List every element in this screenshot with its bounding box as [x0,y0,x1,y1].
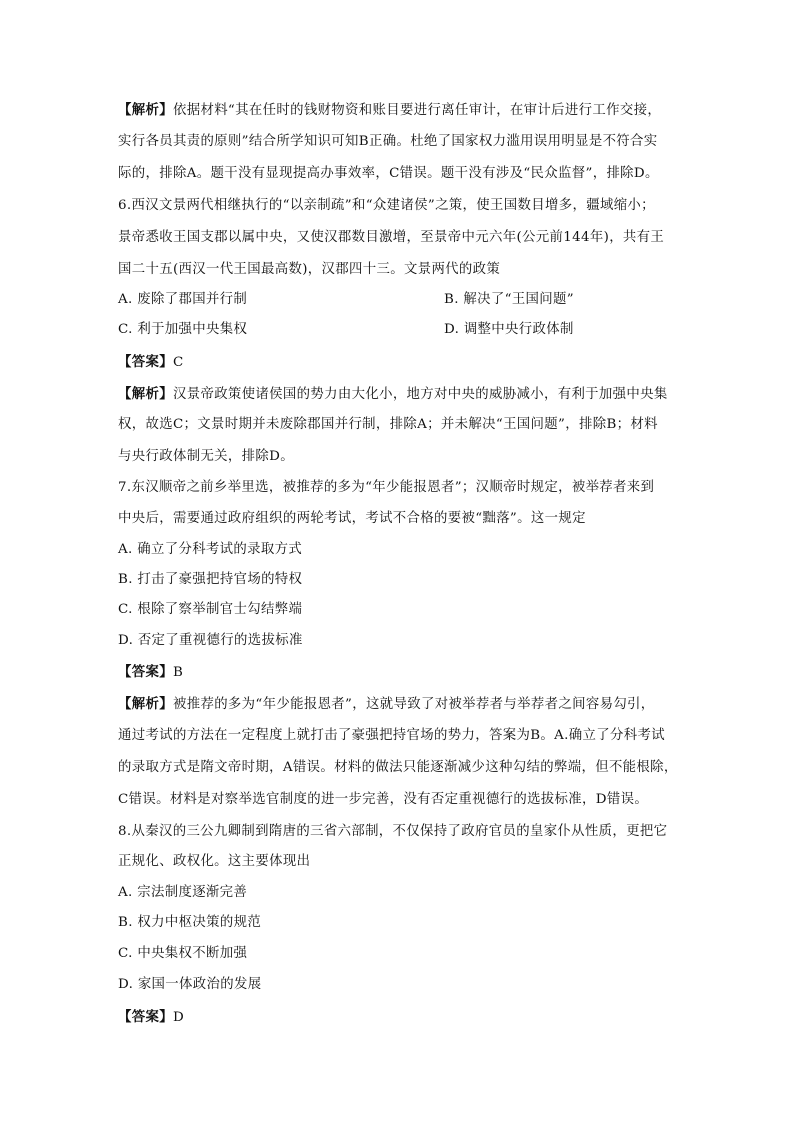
question-8-stem: 8.从秦汉的三公九卿制到隋唐的三省六部制，不仅保持了政府官员的皇家仆从性质，更把它 [118,824,668,839]
question-6-stem: 国二十五(西汉一代王国最高数)，汉郡四十三。文景两代的政策 [118,262,501,277]
analysis-line: C错误。材料是对察举选官制度的进一步完善，没有否定重视德行的选拔标准，D错误。 [118,792,649,807]
question-8-answer [118,1008,184,1027]
analysis-text: 汉景帝政策使诸侯国的势力由大化小，地方对中央的威胁减小，有利于加强中央集 [172,387,668,402]
answer-label: 【答案】 [118,664,173,680]
question-8-option-b: B. 权力中枢决策的规范 [118,915,262,930]
answer-value: D [172,1010,185,1025]
analysis-label: 【解析】 [118,102,173,118]
question-7-stem: 中央后，需要通过政府组织的两轮考试，考试不合格的要被“黜落”。这一规定 [118,511,586,526]
question-6-analysis [118,385,668,404]
analysis-line: 实行各员其责的原则”结合所学知识可知B正确。杜绝了国家权力滥用误用明显是不符合实 [118,134,658,149]
question-7-analysis [118,695,655,714]
question-8-option-d: D. 家国一体政治的发展 [118,977,262,992]
analysis-line: 权，故选C；文景时期并未废除郡国并行制，排除A；并未解决“王国问题”，排除B；材料 [118,417,658,432]
analysis-line [118,101,661,120]
question-7-option-d: D. 否定了重视德行的选拔标准 [118,633,303,648]
question-7-option-c: C. 根除了察举制官士勾结弊端 [118,602,303,617]
answer-value: C [172,355,184,370]
question-8-stem: 正规化、政权化。这主要体现出 [118,854,311,869]
question-7-option-a: A. 确立了分科考试的录取方式 [118,542,303,557]
analysis-line: 际的，排除A。题干没有显现提高办事效率，C错误。题干没有涉及“民众监督”，排除D。 [118,166,659,181]
analysis-text: 被推荐的多为“年少能报恩者”，这就导致了对被举荐者与举荐者之间容易勾引， [172,697,655,712]
analysis-text: 依据材料“其在任时的钱财物资和账目要进行离任审计，在审计后进行工作交接， [172,103,662,118]
question-6-stem: 景帝悉收王国支郡以属中央，又使汉郡数目激增，至景帝中元六年(公元前144年)，共有王 [118,230,665,245]
question-6-option-c: C. 利于加强中央集权 [118,322,248,337]
question-8-option-a: A. 宗法制度逐渐完善 [118,885,248,900]
question-8-option-c: C. 中央集权不断加强 [118,946,248,961]
answer-value: B [172,665,184,680]
analysis-line: 与央行政体制无关，排除D。 [118,449,294,464]
question-6-answer [118,353,184,372]
question-6-option-b: B. 解决了“王国问题” [444,292,574,307]
analysis-line: 的录取方式是隋文帝时期，A错误。材料的做法只能逐渐减少这种勾结的弊端，但不能根除， [118,760,678,775]
analysis-label: 【解析】 [118,386,173,402]
analysis-line: 通过考试的方法在一定程度上就打击了豪强把持官场的势力，答案为B。A.确立了分科考试 [118,728,665,743]
analysis-label: 【解析】 [118,696,173,712]
question-6-option-d: D. 调整中央行政体制 [444,322,574,337]
question-6-option-a: A. 废除了郡国并行制 [118,292,248,307]
question-6-stem: 6.西汉文景两代相继执行的“以亲制疏”和“众建诸侯”之策，使王国数目增多，疆域缩小； [118,198,655,213]
question-7-answer [118,663,183,682]
question-7-stem: 7.东汉顺帝之前乡举里选，被推荐的多为“年少能报恩者”；汉顺帝时规定，被举荐者来到 [118,480,655,495]
answer-label: 【答案】 [118,1009,173,1025]
question-7-option-b: B. 打击了豪强把持官场的特权 [118,572,303,587]
answer-label: 【答案】 [118,354,173,370]
